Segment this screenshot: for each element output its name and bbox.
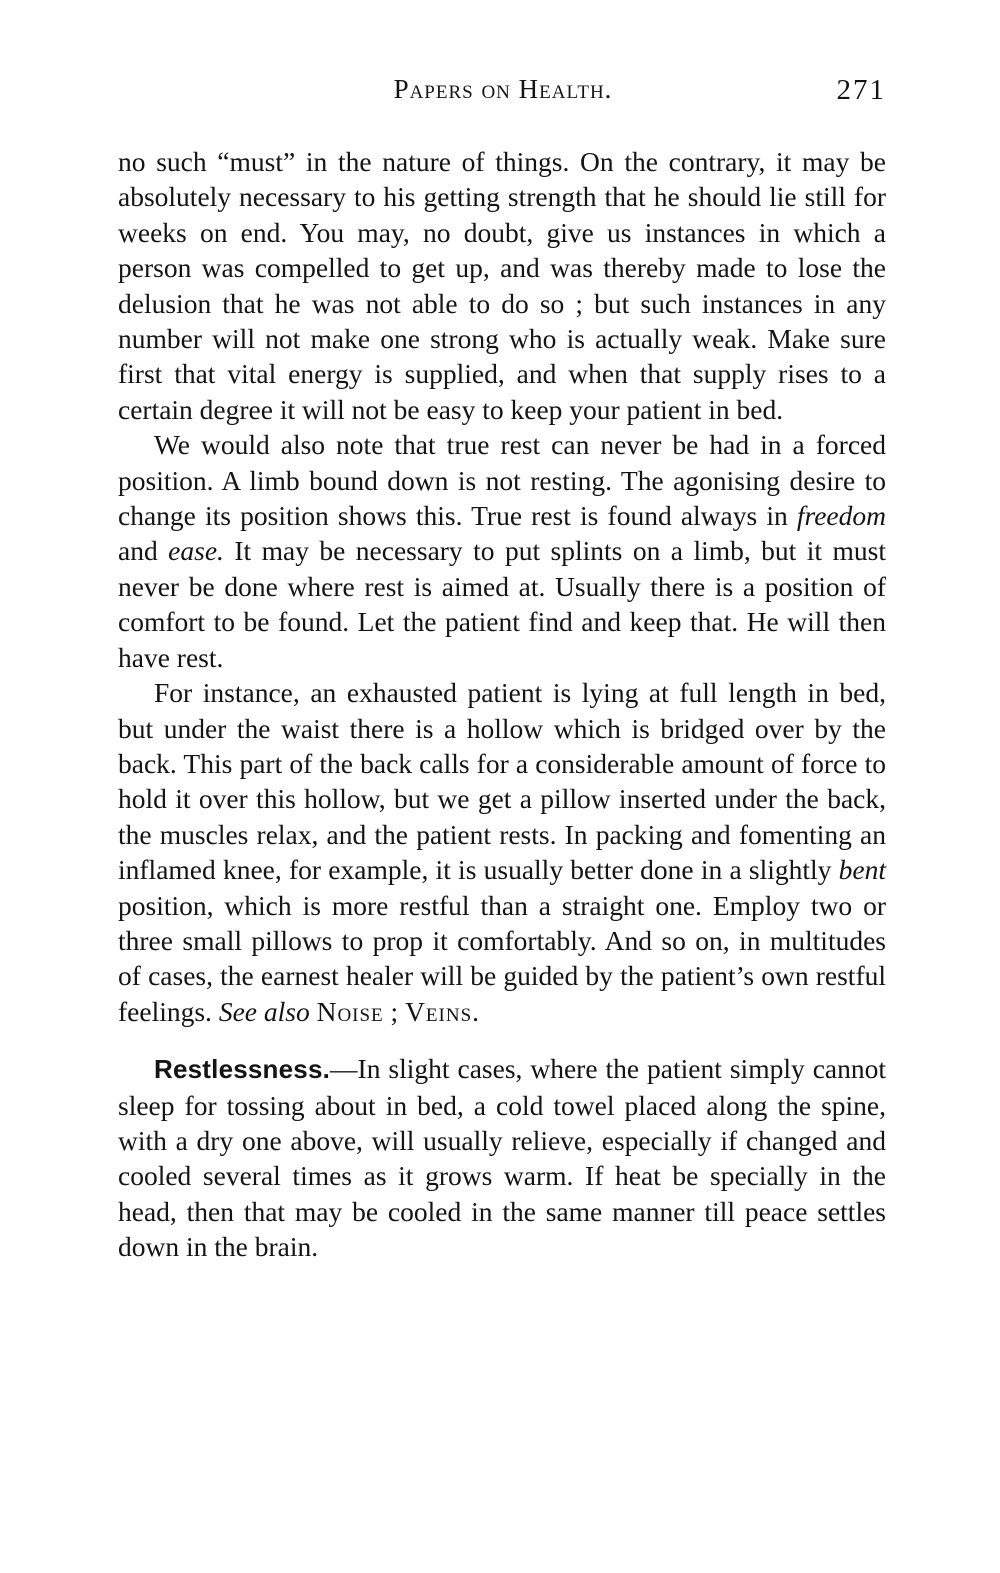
entry-heading: Restlessness. xyxy=(154,1054,331,1085)
cross-reference-noise: Noise xyxy=(316,995,384,1027)
paragraph-text: position, which is more restful than a straight one. Employ two or three small pillows to prop it comfortably. And so on, in multitudes of cases, the earnest healer will be guided by the patient’s own restful feelings. xyxy=(118,889,886,1027)
paragraph-text: For instance, an exhausted patient is lying at full length in bed, but under the waist there is a hollow which is bridged over by the back. This part of the back calls for a considerable amount of force to hold it over this hollow, but we get a pillow inserted under the back, the muscles relax, and the patient rests. In packing and fomenting an inflamed knee, for example, it is usually better done in a slightly xyxy=(118,677,886,886)
cross-reference-veins: Veins xyxy=(405,995,473,1027)
emphasis-bent: bent xyxy=(838,854,886,886)
paragraph-text: and xyxy=(118,535,169,567)
see-also-label: See also xyxy=(218,995,310,1027)
paragraph-continuation xyxy=(118,144,886,427)
running-head: Papers on Health. xyxy=(393,74,613,104)
paragraph-text: We would also note that true rest can never be had in a forced position. A limb bound down is not resting. The agonising desire to change its position shows this. True rest is found always in xyxy=(118,429,886,532)
page-header xyxy=(118,74,888,124)
page-number: 271 xyxy=(836,74,886,106)
body-text xyxy=(118,144,886,1265)
paragraph-text: It may be necessary to put splints on a limb, but it must never be done where rest is aimed at. Usually there is a position of comfort to be found. Let the patient find and keep that. He will then have rest. xyxy=(118,535,886,673)
entry-restlessness xyxy=(118,1051,886,1264)
emphasis-ease: ease. xyxy=(168,535,224,567)
paragraph-instance xyxy=(118,675,886,1029)
emphasis-freedom: freedom xyxy=(796,500,886,532)
paragraph-text: no such “must” in the nature of things. On the contrary, it may be absolutely necessary to his getting strength that he should lie still for weeks on end. You may, no doubt, give us instances in which a person was compelled to get up, and was thereby made to lose the delusion that he was not able to do so ; but such instances in any number will not make one strong who is actually weak. Make sure first that vital energy is supplied, and when that supply rises to a certain degree it will not be easy to keep your patient in bed. xyxy=(118,146,886,425)
entry-text: In slight cases, where the patient simply cannot sleep for tossing about in bed, a cold towel placed along the spine, with a dry one above, will usually relieve, especially if changed and cooled several times as it grows warm. If heat be specially in the head, then that may be cooled in the same manner till peace settles down in the brain. xyxy=(118,1053,886,1263)
entry-dash: — xyxy=(330,1053,358,1085)
reference-separator: ; xyxy=(383,995,406,1027)
paragraph-rest xyxy=(118,427,886,675)
sentence-end: . xyxy=(472,995,480,1027)
